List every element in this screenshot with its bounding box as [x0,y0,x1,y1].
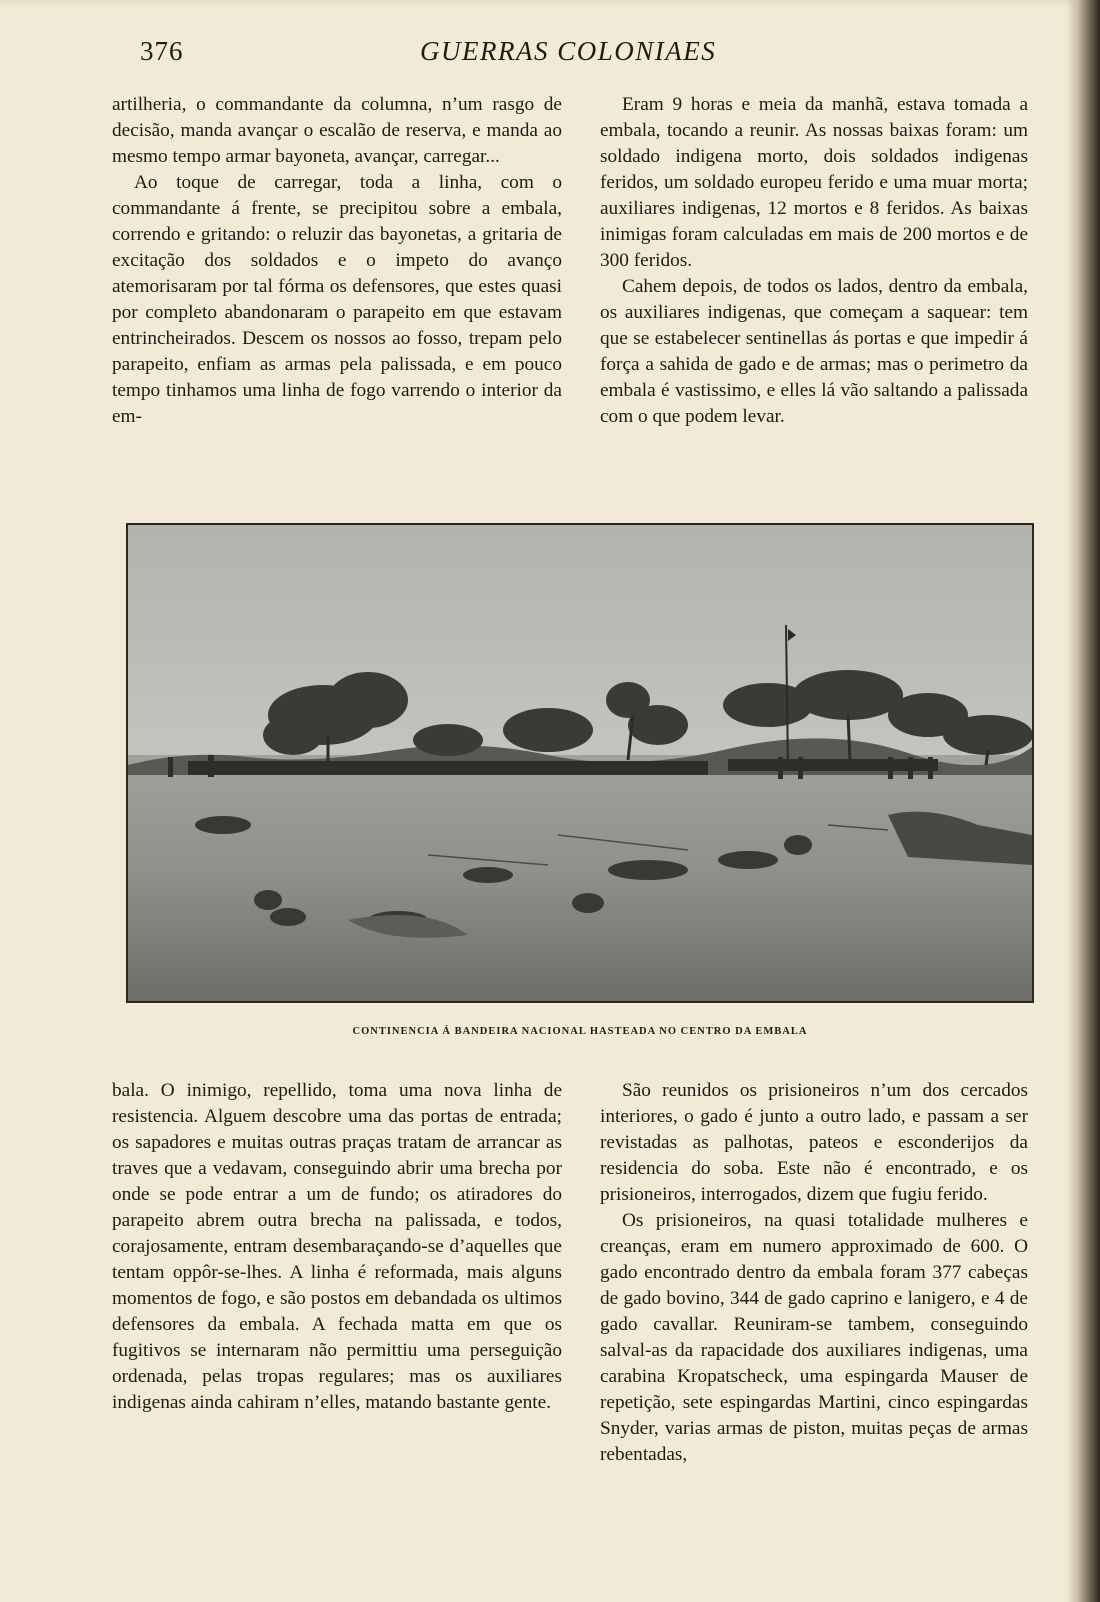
paragraph: Eram 9 horas e meia da manhã, estava tomada a embala, tocando a reunir. As nossas baixas foram: um soldado indigena morto, dois soldados indigenas feridos, um soldado europeu ferido e uma muar morta; auxiliares indigenas, 12 mortos e 8 feridos. As baixas inimigas foram calculadas em mais de 200 mortos e de 300 feridos. [600,94,1028,271]
running-title: GUERRAS COLONIAES [420,36,717,66]
column-top-left [112,92,562,430]
page-number: 376 [140,36,184,66]
page-top-edge [0,0,1100,8]
page-gutter-shadow [1066,0,1100,1602]
paragraph: bala. O inimigo, repellido, toma uma nova linha de resistencia. Alguem descobre uma das portas de entrada; os sapadores e muitas outras praças tratam de arrancar as traves que a vedavam, conseguindo abrir uma brecha por onde se pode entrar a um de fundo; os atiradores do parapeito abrem outra brecha na palissada, e todos, corajosamente, entram desembaraçando-se d’aquelles que tentam oppôr-se-lhes. A linha é reformada, mais alguns momentos de fogo, e são postos em debandada os ultimos defensores da embala. A fechada matta em que os fugitivos se internaram não permittiu uma perseguição ordenada, pelas tropas regulares; mas os auxiliares indigenas ainda cahiram n’elles, matando bastante gente. [112,1080,562,1413]
paragraph: Ao toque de carregar, toda a linha, com o commandante á frente, se precipitou sobre a embala, correndo e gritando: o reluzir das bayonetas, a gritaria de excitação dos soldados e o impeto do avanço atemorisaram por tal fórma os defensores, que estes quasi por completo abandonaram o parapeito em que estavam entrincheirados. Descem os nossos ao fosso, trepam pelo parapeito, enfiam as armas pela palissada, e em pouco tempo tinhamos uma linha de fogo varrendo o interior da em- [112,172,562,427]
paragraph: Os prisioneiros, na quasi totalidade mulheres e creanças, eram em numero approximado de 600. O gado encontrado dentro da embala foram 377 cabeças de gado bovino, 344 de gado caprino e lanigero, e 4 de gado cavallar. Reuniram-se tambem, conseguindo salval-as da rapacidade dos auxiliares indigenas, uma carabina Kropatscheck, uma espingarda Mauser de repetição, sete espingardas Martini, cinco espingardas Snyder, varias armas de piston, muitas peças de armas rebentadas, [600,1210,1028,1465]
paragraph: artilheria, o commandante da columna, n’um rasgo de decisão, manda avançar o escalão de reserva, e manda ao mesmo tempo armar bayoneta, avançar, carregar... [112,94,562,167]
column-bottom-left [112,1078,562,1416]
column-bottom-right [600,1078,1028,1468]
photo-caption: CONTINENCIA Á BANDEIRA NACIONAL HASTEADA NO CENTRO DA EMBALA [352,1026,808,1037]
page-header [140,34,740,74]
paragraph: Cahem depois, de todos os lados, dentro da embala, os auxiliares indigenas, que começam a saquear: tem que se estabelecer sentinellas ás portas e que impedir á força a sahida de gado e de armas; mas o perimetro da embala é vastissimo, e elles lá vão saltando a palissada com o que podem levar. [600,276,1028,427]
column-top-right [600,92,1028,430]
photograph-troops-embala [126,523,1034,1003]
paragraph: São reunidos os prisioneiros n’um dos cercados interiores, o gado é junto a outro lado, e passam a ser revistadas as palhotas, pateos e esconderijos da residencia do soba. Este não é encontrado, e os prisioneiros, interrogados, dizem que fugiu ferido. [600,1080,1028,1205]
